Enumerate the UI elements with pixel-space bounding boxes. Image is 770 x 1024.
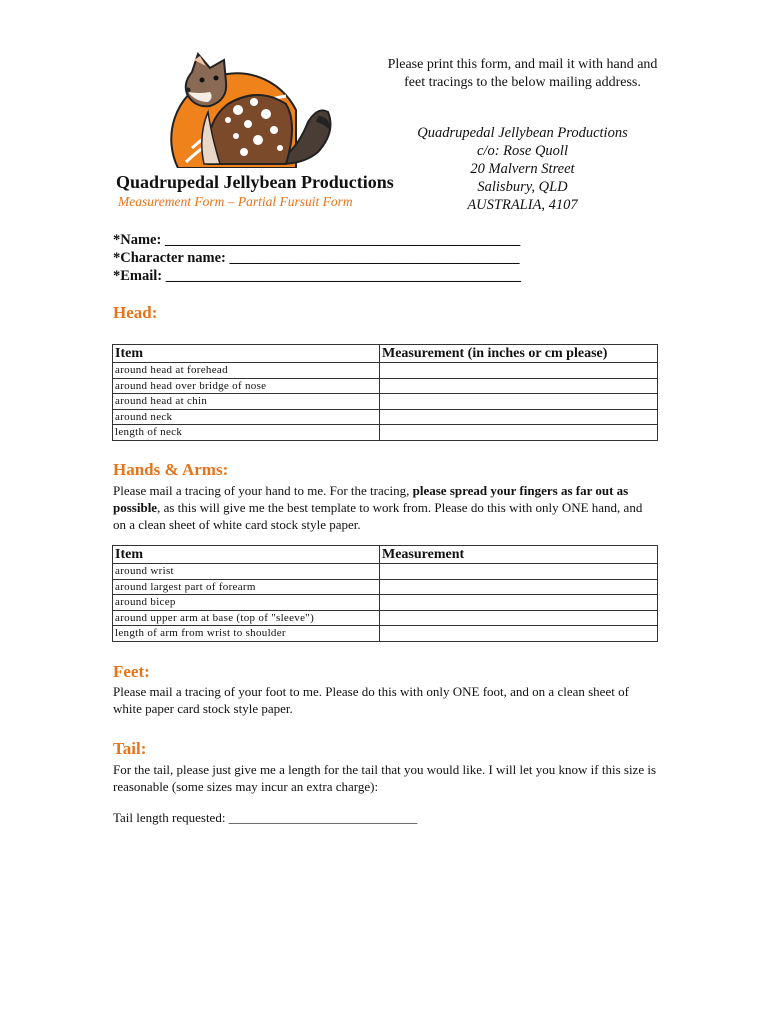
measurement-item: length of arm from wrist to shoulder xyxy=(113,626,380,642)
table-row xyxy=(113,394,658,410)
tail-instructions: For the tail, please just give me a length for the tail that you would like. I will let you know if this size is reasonable (some sizes may incur an extra charge): xyxy=(113,762,657,794)
table-row xyxy=(113,626,658,642)
hands-measurement-table xyxy=(112,545,658,642)
address-line: Salisbury, QLD xyxy=(477,179,568,195)
table-row xyxy=(113,378,658,394)
measurement-cell[interactable] xyxy=(380,394,658,410)
measurement-item: around upper arm at base (top of "sleeve") xyxy=(113,610,380,626)
feet-instructions: Please mail a tracing of your foot to me. Please do this with only ONE foot, and on a clean sheet of white paper card stock style paper. xyxy=(113,684,629,716)
form-subtitle: Measurement Form – Partial Fursuit Form xyxy=(118,194,353,209)
character-name-field[interactable]: *Character name: ________________________________________ xyxy=(113,250,520,266)
tail-length-field[interactable]: Tail length requested: _____________________________ xyxy=(113,810,418,825)
name-field[interactable]: *Name: _________________________________________________ xyxy=(113,232,521,248)
company-name: Quadrupedal Jellybean Productions xyxy=(116,172,394,192)
mailing-address xyxy=(385,124,660,214)
measurement-cell[interactable] xyxy=(380,610,658,626)
feet-section-title: Feet: xyxy=(113,662,150,681)
measurement-item: around head over bridge of nose xyxy=(113,378,380,394)
hands-text-end: , as this will give me the best template to work from. Please do this with only ONE hand, and on a clean sheet of white card stock style paper. xyxy=(113,500,643,532)
measurement-item: around neck xyxy=(113,409,380,425)
measurement-item: around bicep xyxy=(113,595,380,611)
hands-instructions xyxy=(113,482,658,533)
measurement-item: length of neck xyxy=(113,425,380,441)
measurement-item: around head at chin xyxy=(113,394,380,410)
measurement-cell[interactable] xyxy=(380,409,658,425)
measurement-cell[interactable] xyxy=(380,363,658,379)
column-header-item: Item xyxy=(113,345,380,363)
table-header-row xyxy=(113,546,658,564)
column-header-item: Item xyxy=(113,546,380,564)
table-row xyxy=(113,425,658,441)
measurement-item: around largest part of forearm xyxy=(113,579,380,595)
column-header-measurement: Measurement (in inches or cm please) xyxy=(380,345,658,363)
head-section-title: Head: xyxy=(113,303,158,322)
table-row xyxy=(113,595,658,611)
column-header-measurement: Measurement xyxy=(380,546,658,564)
hands-section-title: Hands & Arms: xyxy=(113,460,229,479)
table-row xyxy=(113,409,658,425)
head-measurement-table xyxy=(112,344,658,441)
measurement-cell[interactable] xyxy=(380,579,658,595)
mailing-instructions: Please print this form, and mail it with hand and feet tracings to the below mailing address. xyxy=(387,57,658,90)
measurement-cell[interactable] xyxy=(380,626,658,642)
measurement-cell[interactable] xyxy=(380,425,658,441)
table-row xyxy=(113,564,658,580)
table-row xyxy=(113,579,658,595)
address-line: 20 Malvern Street xyxy=(470,161,575,177)
measurement-cell[interactable] xyxy=(380,595,658,611)
table-row xyxy=(113,610,658,626)
address-line: Quadrupedal Jellybean Productions xyxy=(417,125,628,141)
hands-text-start: Please mail a tracing of your hand to me. For the tracing, xyxy=(113,483,413,498)
measurement-item: around head at forehead xyxy=(113,363,380,379)
measurement-item: around wrist xyxy=(113,564,380,580)
address-line: AUSTRALIA, 4107 xyxy=(467,197,578,213)
address-line: c/o: Rose Quoll xyxy=(476,143,568,159)
table-row xyxy=(113,363,658,379)
table-header-row xyxy=(113,345,658,363)
measurement-cell[interactable] xyxy=(380,564,658,580)
tail-section-title: Tail: xyxy=(113,739,147,758)
quoll-mascot-icon xyxy=(168,52,340,168)
contact-fields xyxy=(113,231,521,285)
measurement-cell[interactable] xyxy=(380,378,658,394)
email-field[interactable]: *Email: _________________________________________________ xyxy=(113,268,522,284)
hands-text-emphasis: please spread your fingers as far out as possible xyxy=(113,483,629,515)
